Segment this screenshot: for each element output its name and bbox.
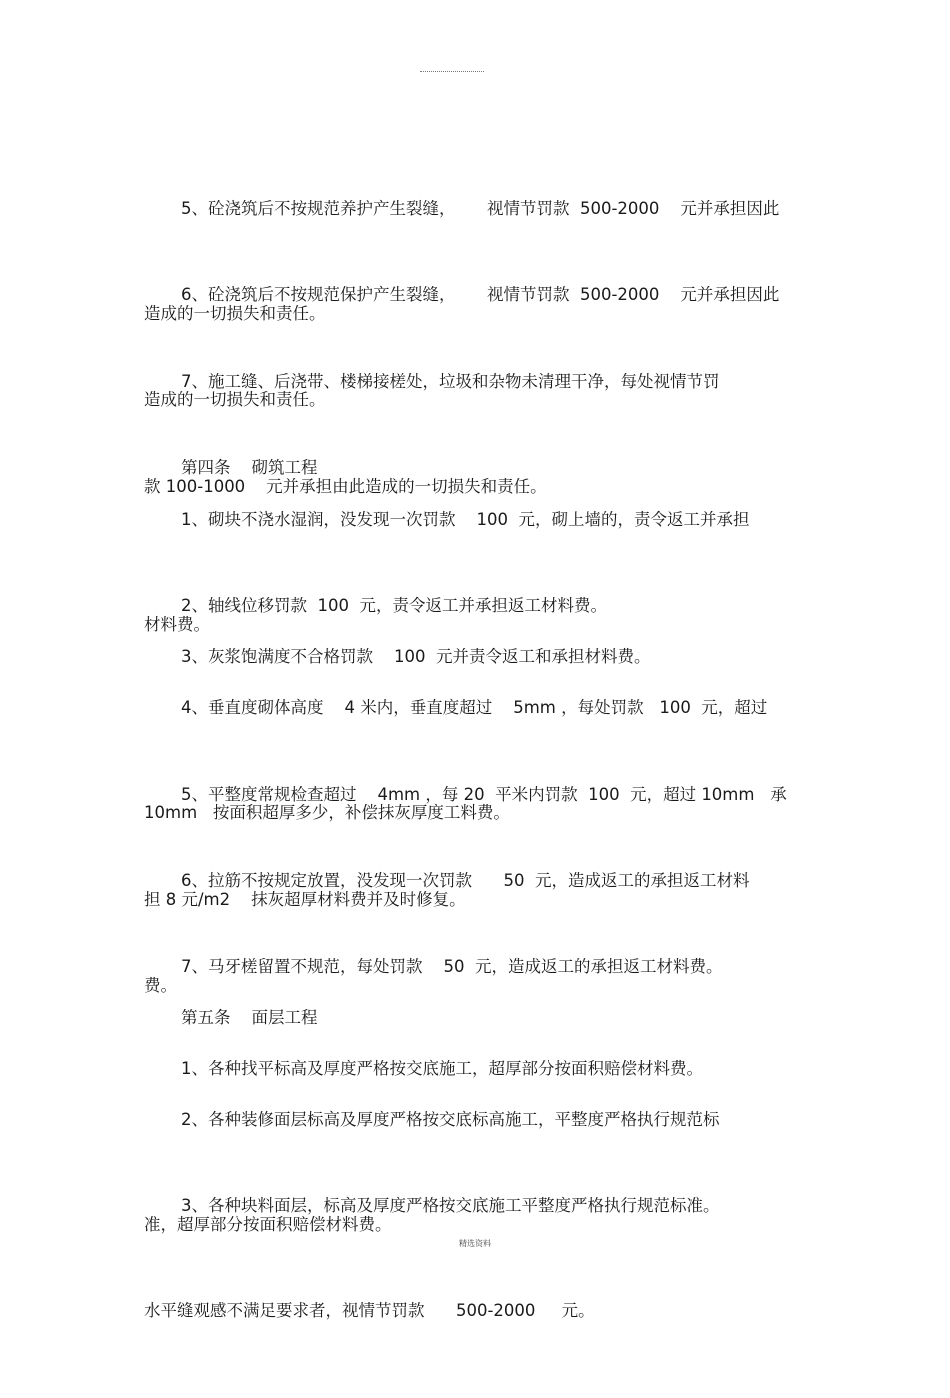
paragraph-line: 担 8 元/m2 抹灰超厚材料费并及时修复。 (144, 890, 466, 909)
heading-line: 第四条 砌筑工程 (181, 458, 318, 477)
paragraph-line: 7、施工缝、后浇带、楼梯接槎处，垃圾和杂物未清理干净，每处视情节罚 (181, 372, 720, 391)
paragraph-line: 准，超厚部分按面积赔偿材料费。 (144, 1215, 392, 1234)
paragraph-line: 材料费。 (144, 615, 210, 634)
header-rule (420, 71, 484, 72)
paragraph-line: 造成的一切损失和责任。 (144, 304, 326, 323)
paragraph-line: 1、砌块不浇水湿润，没发现一次罚款 100 元，砌上墙的，责令返工并承担 (181, 510, 750, 529)
paragraph-line: 2、轴线位移罚款 100 元，责令返工并承担返工材料费。 (181, 596, 607, 615)
paragraph-line: 2、各种装修面层标高及厚度严格按交底标高施工，平整度严格执行规范标 (181, 1110, 720, 1129)
paragraph-line: 款 100-1000 元并承担由此造成的一切损失和责任。 (144, 477, 547, 496)
paragraph-line: 费。 (144, 976, 177, 995)
paragraph-line: 5、砼浇筑后不按规范养护产生裂缝， 视情节罚款 500-2000 元并承担因此 (181, 199, 780, 218)
paragraph-line: 3、各种块料面层，标高及厚度严格按交底施工平整度严格执行规范标准。 (181, 1196, 720, 1215)
paragraph-line: 10mm 按面积超厚多少，补偿抹灰厚度工料费。 (144, 803, 510, 822)
paragraph-line: 6、砼浇筑后不按规范保护产生裂缝， 视情节罚款 500-2000 元并承担因此 (181, 285, 780, 304)
paragraph-line: 7、马牙槎留置不规范，每处罚款 50 元，造成返工的承担返工材料费。 (181, 957, 723, 976)
paragraph-line: 4、垂直度砌体高度 4 米内，垂直度超过 5mm ，每处罚款 100 元，超过 (181, 698, 768, 717)
paragraph-line: 1、各种找平标高及厚度严格按交底施工，超厚部分按面积赔偿材料费。 (181, 1059, 703, 1078)
paragraph-line: 水平缝观感不满足要求者，视情节罚款 500-2000 元。 (144, 1301, 595, 1320)
paragraph-13 (144, 1118, 816, 1398)
paragraph-line: 6、拉筋不按规定放置，没发现一次罚款 50 元，造成返工的承担返工材料 (181, 871, 750, 890)
heading-line: 第五条 面层工程 (181, 1008, 318, 1027)
paragraph-line: 造成的一切损失和责任。 (144, 390, 326, 409)
page-footer: 精选资料 (459, 1239, 491, 1248)
paragraph-line: 5、平整度常规检查超过 4mm ，每 20 平米内罚款 100 元，超过 10mm 承 (181, 785, 787, 804)
paragraph-line: 3、灰浆饱满度不合格罚款 100 元并责令返工和承担材料费。 (181, 647, 651, 666)
